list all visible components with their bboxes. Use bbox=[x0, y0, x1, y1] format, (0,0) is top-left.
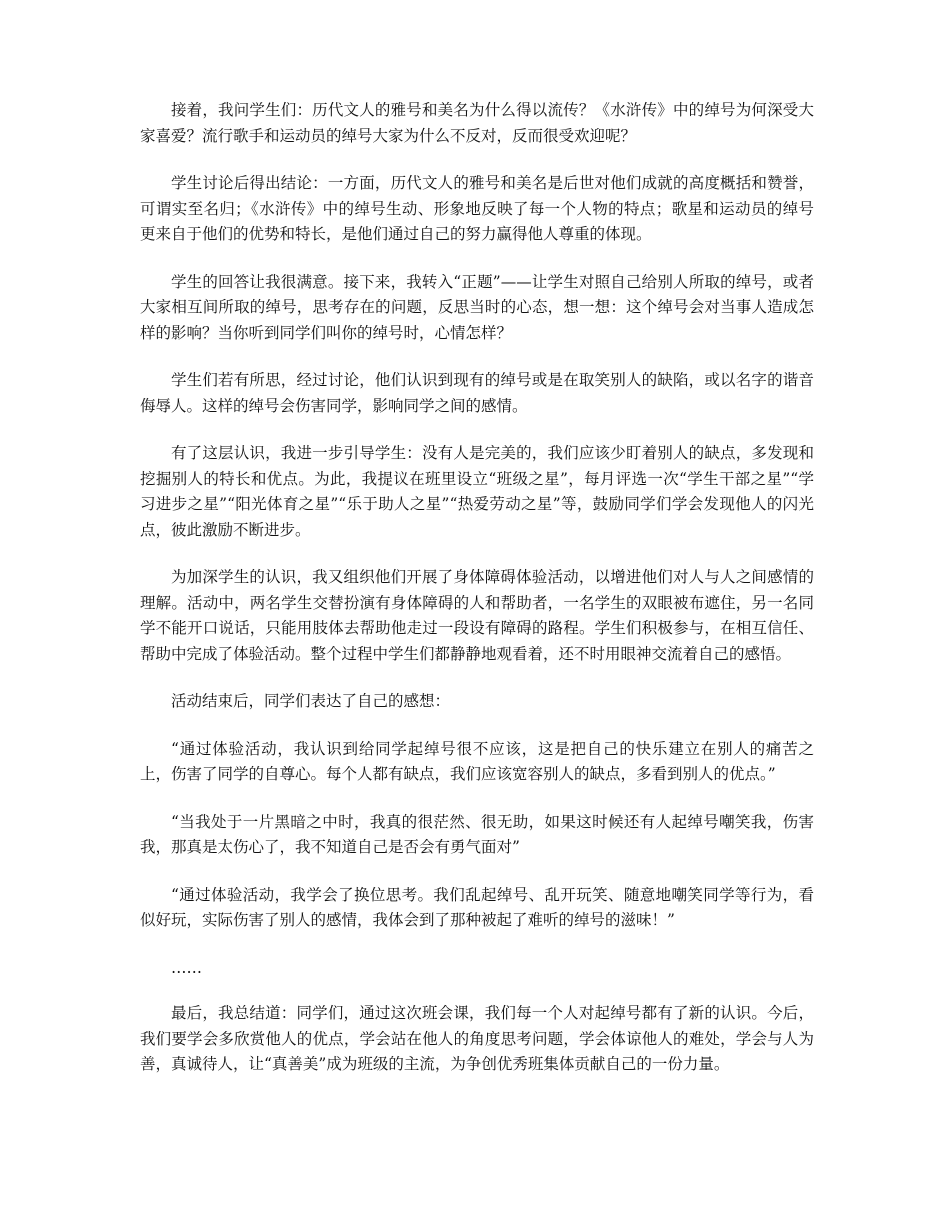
paragraph-5: 有了这层认识，我进一步引导学生：没有人是完美的，我们应该少盯着别人的缺点，多发现和挖掘别人的特长和优点。为此，我提议在班里设立“班级之星”，每月评选一次“学生干部之星”“学习进步之星”“阳光体育之星”“乐于助人之星”“热爱劳动之星”等，鼓励同学们学会发现他人的闪光点，彼此激励不断进步。 bbox=[140, 444, 814, 539]
quote-1: “通过体验活动，我认识到给同学起绰号很不应该，这是把自己的快乐建立在别人的痛苦之上，伤害了同学的自尊心。每个人都有缺点，我们应该宽容别人的缺点，多看到别人的优点。” bbox=[140, 739, 814, 783]
paragraph-2: 学生讨论后得出结论：一方面，历代文人的雅号和美名是后世对他们成就的高度概括和赞誉，可谓实至名归；《水浒传》中的绰号生动、形象地反映了每一个人物的特点；歌星和运动员的绰号更来自于他们的优势和特长，是他们通过自己的努力赢得他人尊重的体现。 bbox=[140, 174, 814, 243]
paragraph-6: 为加深学生的认识，我又组织他们开展了身体障碍体验活动，以增进他们对人与人之间感情的理解。活动中，两名学生交替扮演有身体障碍的人和帮助者，一名学生的双眼被布遮住，另一名同学不能开口说话，只能用肢体去帮助他走过一段设有障碍的路程。学生们积极参与，在相互信任、帮助中完成了体验活动。整个过程中学生们都静静地观看着，还不时用眼神交流着自己的感悟。 bbox=[140, 568, 814, 663]
paragraph-4: 学生们若有所思，经过讨论，他们认识到现有的绰号或是在取笑别人的缺陷，或以名字的谐音侮辱人。这样的绰号会伤害同学，影响同学之间的感情。 bbox=[140, 371, 814, 415]
paragraph-1: 接着，我问学生们：历代文人的雅号和美名为什么得以流传？《水浒传》中的绰号为何深受大家喜爱？流行歌手和运动员的绰号大家为什么不反对，反而很受欢迎呢？ bbox=[140, 101, 814, 145]
paragraph-7: 活动结束后，同学们表达了自己的感想： bbox=[171, 692, 451, 710]
paragraph-3: 学生的回答让我很满意。接下来，我转入“正题”——让学生对照自己给别人所取的绰号，或者大家相互间所取的绰号，思考存在的问题，反思当时的心态，想一想：这个绰号会对当事人造成怎样的影响？当你听到同学们叫你的绰号时，心情怎样？ bbox=[140, 272, 814, 342]
document-body bbox=[140, 98, 814, 1100]
quote-2: “当我处于一片黑暗之中时，我真的很茫然、很无助，如果这时候还有人起绰号嘲笑我，伤害我，那真是太伤心了，我不知道自己是否会有勇气面对” bbox=[140, 812, 814, 856]
quote-3: “通过体验活动，我学会了换位思考。我们乱起绰号、乱开玩笑、随意地嘲笑同学等行为，看似好玩，实际伤害了别人的感情，我体会到了那种被起了难听的绰号的滋味！” bbox=[140, 885, 814, 929]
closing-paragraph: 最后，我总结道：同学们，通过这次班会课，我们每一个人对起绰号都有了新的认识。今后，我们要学会多欣赏他人的优点，学会站在他人的角度思考问题，学会体谅他人的难处，学会与人为善，真诚待人，让“真善美”成为班级的主流，为争创优秀班集体贡献自己的一份力量。 bbox=[140, 1004, 814, 1073]
ellipsis: …… bbox=[171, 958, 202, 977]
